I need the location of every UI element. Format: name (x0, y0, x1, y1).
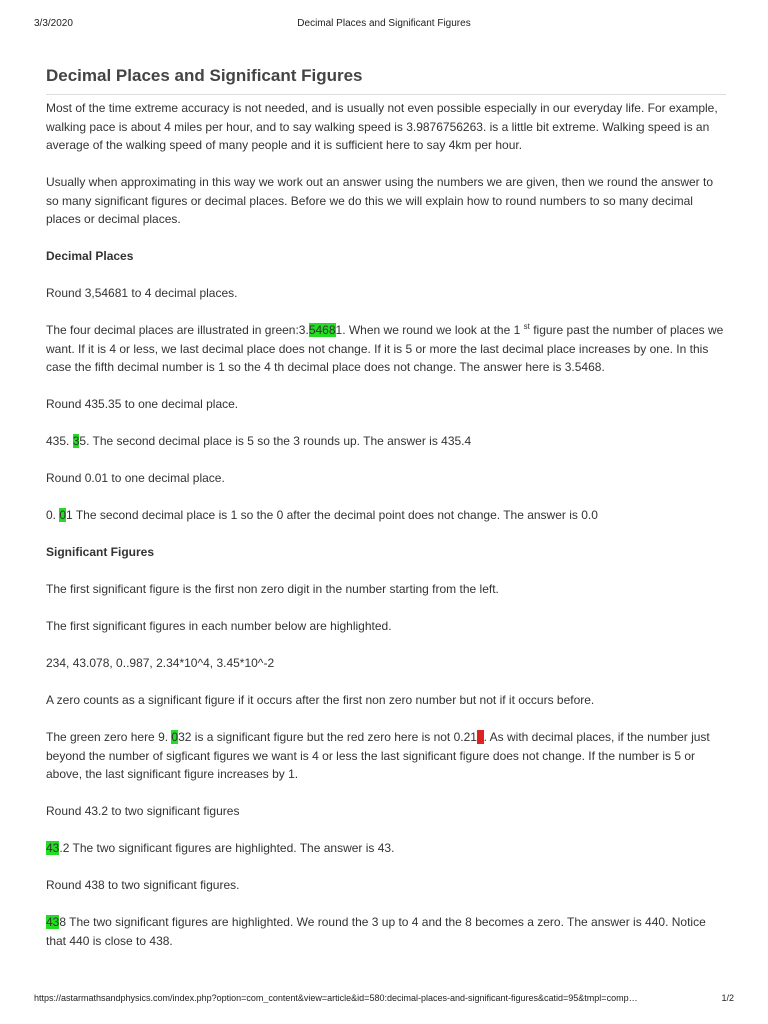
green-highlight: 0 (171, 730, 179, 744)
dp-question-2: Round 435.35 to one decimal place. (46, 397, 239, 411)
intro-paragraph-1: Most of the time extreme accuracy is not needed, and is usually not even possible especially in our everyday life. For example, walking pace is about 4 miles per hour, and to say walking speed is 3.9876756263. is a little bit extreme. Walking speed is an average of the walking speed of many people and it is sufficient here to say 4km per hour. (46, 101, 718, 152)
dp-question-3: Round 0.01 to one decimal place. (46, 471, 225, 485)
sf-question-1: Round 43.2 to two significant figures (46, 804, 240, 818)
dp-question-1: Round 3,54681 to 4 decimal places. (46, 286, 238, 300)
sf-question-2: Round 438 to two significant figures. (46, 878, 240, 892)
text: 1. When we round we look at the 1 (335, 323, 524, 337)
text: 1 The second decimal place is 1 so the 0 after the decimal point does not change. The answer is 0.0 (66, 508, 598, 522)
text: 435. (46, 434, 73, 448)
green-highlight: 3 (72, 434, 80, 448)
text: 5. The second decimal place is 5 so the 3 rounds up. The answer is 435.4 (79, 434, 472, 448)
sf-paragraph-3: A zero counts as a significant figure if it occurs after the first non zero number but not if it occurs before. (46, 693, 595, 707)
dp-answer-2 (46, 432, 726, 451)
sf-answer-1 (46, 839, 726, 858)
text: .2 The two significant figures are highlighted. The answer is 43. (59, 841, 395, 855)
text: The green zero here 9. (46, 730, 172, 744)
sf-examples: 234, 43.078, 0..987, 2.34*10^4, 3.45*10^-2 (46, 656, 275, 670)
text: 8 The two significant figures are highlighted. We round the 3 up to 4 and the 8 becomes a zero. The answer is 440. Notice that 440 is close to 438. (46, 915, 706, 948)
dp-answer-3 (46, 506, 726, 525)
text: 0. (46, 508, 60, 522)
decimal-places-heading: Decimal Places (46, 249, 134, 263)
superscript: st (523, 322, 530, 331)
article (46, 64, 726, 950)
page-number: 1/2 (721, 993, 734, 1003)
page-url: https://astarmathsandphysics.com/index.php?option=com_content&view=article&id=580:decimal-places-and-significant-figures&catid=95&tmpl=comp… (34, 993, 638, 1003)
significant-figures-heading: Significant Figures (46, 545, 155, 559)
green-highlight: 43 (46, 915, 60, 929)
print-date: 3/3/2020 (34, 18, 73, 29)
page-title: Decimal Places and Significant Figures (46, 64, 726, 95)
green-highlight: 0 (59, 508, 67, 522)
text: The four decimal places are illustrated in green:3. (46, 323, 309, 337)
text: . As with decimal places, if the number just beyond the number of sigficant figures we want is 4 or less the last significant figure does not change. If the number is 5 or above, the last significant figure increases by 1. (46, 730, 710, 781)
print-title: Decimal Places and Significant Figures (297, 18, 471, 29)
print-footer (34, 993, 734, 1007)
green-highlight: 5468 (308, 323, 336, 337)
dp-answer-1 (46, 321, 726, 377)
sf-paragraph-1: The first significant figure is the first non zero digit in the number starting from the left. (46, 582, 499, 596)
red-highlight: 0 (476, 730, 484, 744)
sf-paragraph-2: The first significant figures in each number below are highlighted. (46, 619, 392, 633)
sf-paragraph-4 (46, 728, 726, 784)
sf-answer-2 (46, 913, 726, 950)
text: figure past the number of places we want. If it is 4 or less, we last decimal place does not change. If it is 5 or more the last decimal place increases by one. In this case the fifth decimal number is 1 so the 4 th decimal place does not change. The answer here is 3.5468. (46, 323, 724, 374)
print-header (34, 18, 734, 32)
green-highlight: 43 (46, 841, 60, 855)
intro-paragraph-2: Usually when approximating in this way we work out an answer using the numbers we are given, then we round the answer to so many significant figures or decimal places. Before we do this we will explain how to round numbers to so many decimal places or decimal places. (46, 175, 714, 226)
text: 32 is a significant figure but the red zero here is not 0.21 (178, 730, 477, 744)
